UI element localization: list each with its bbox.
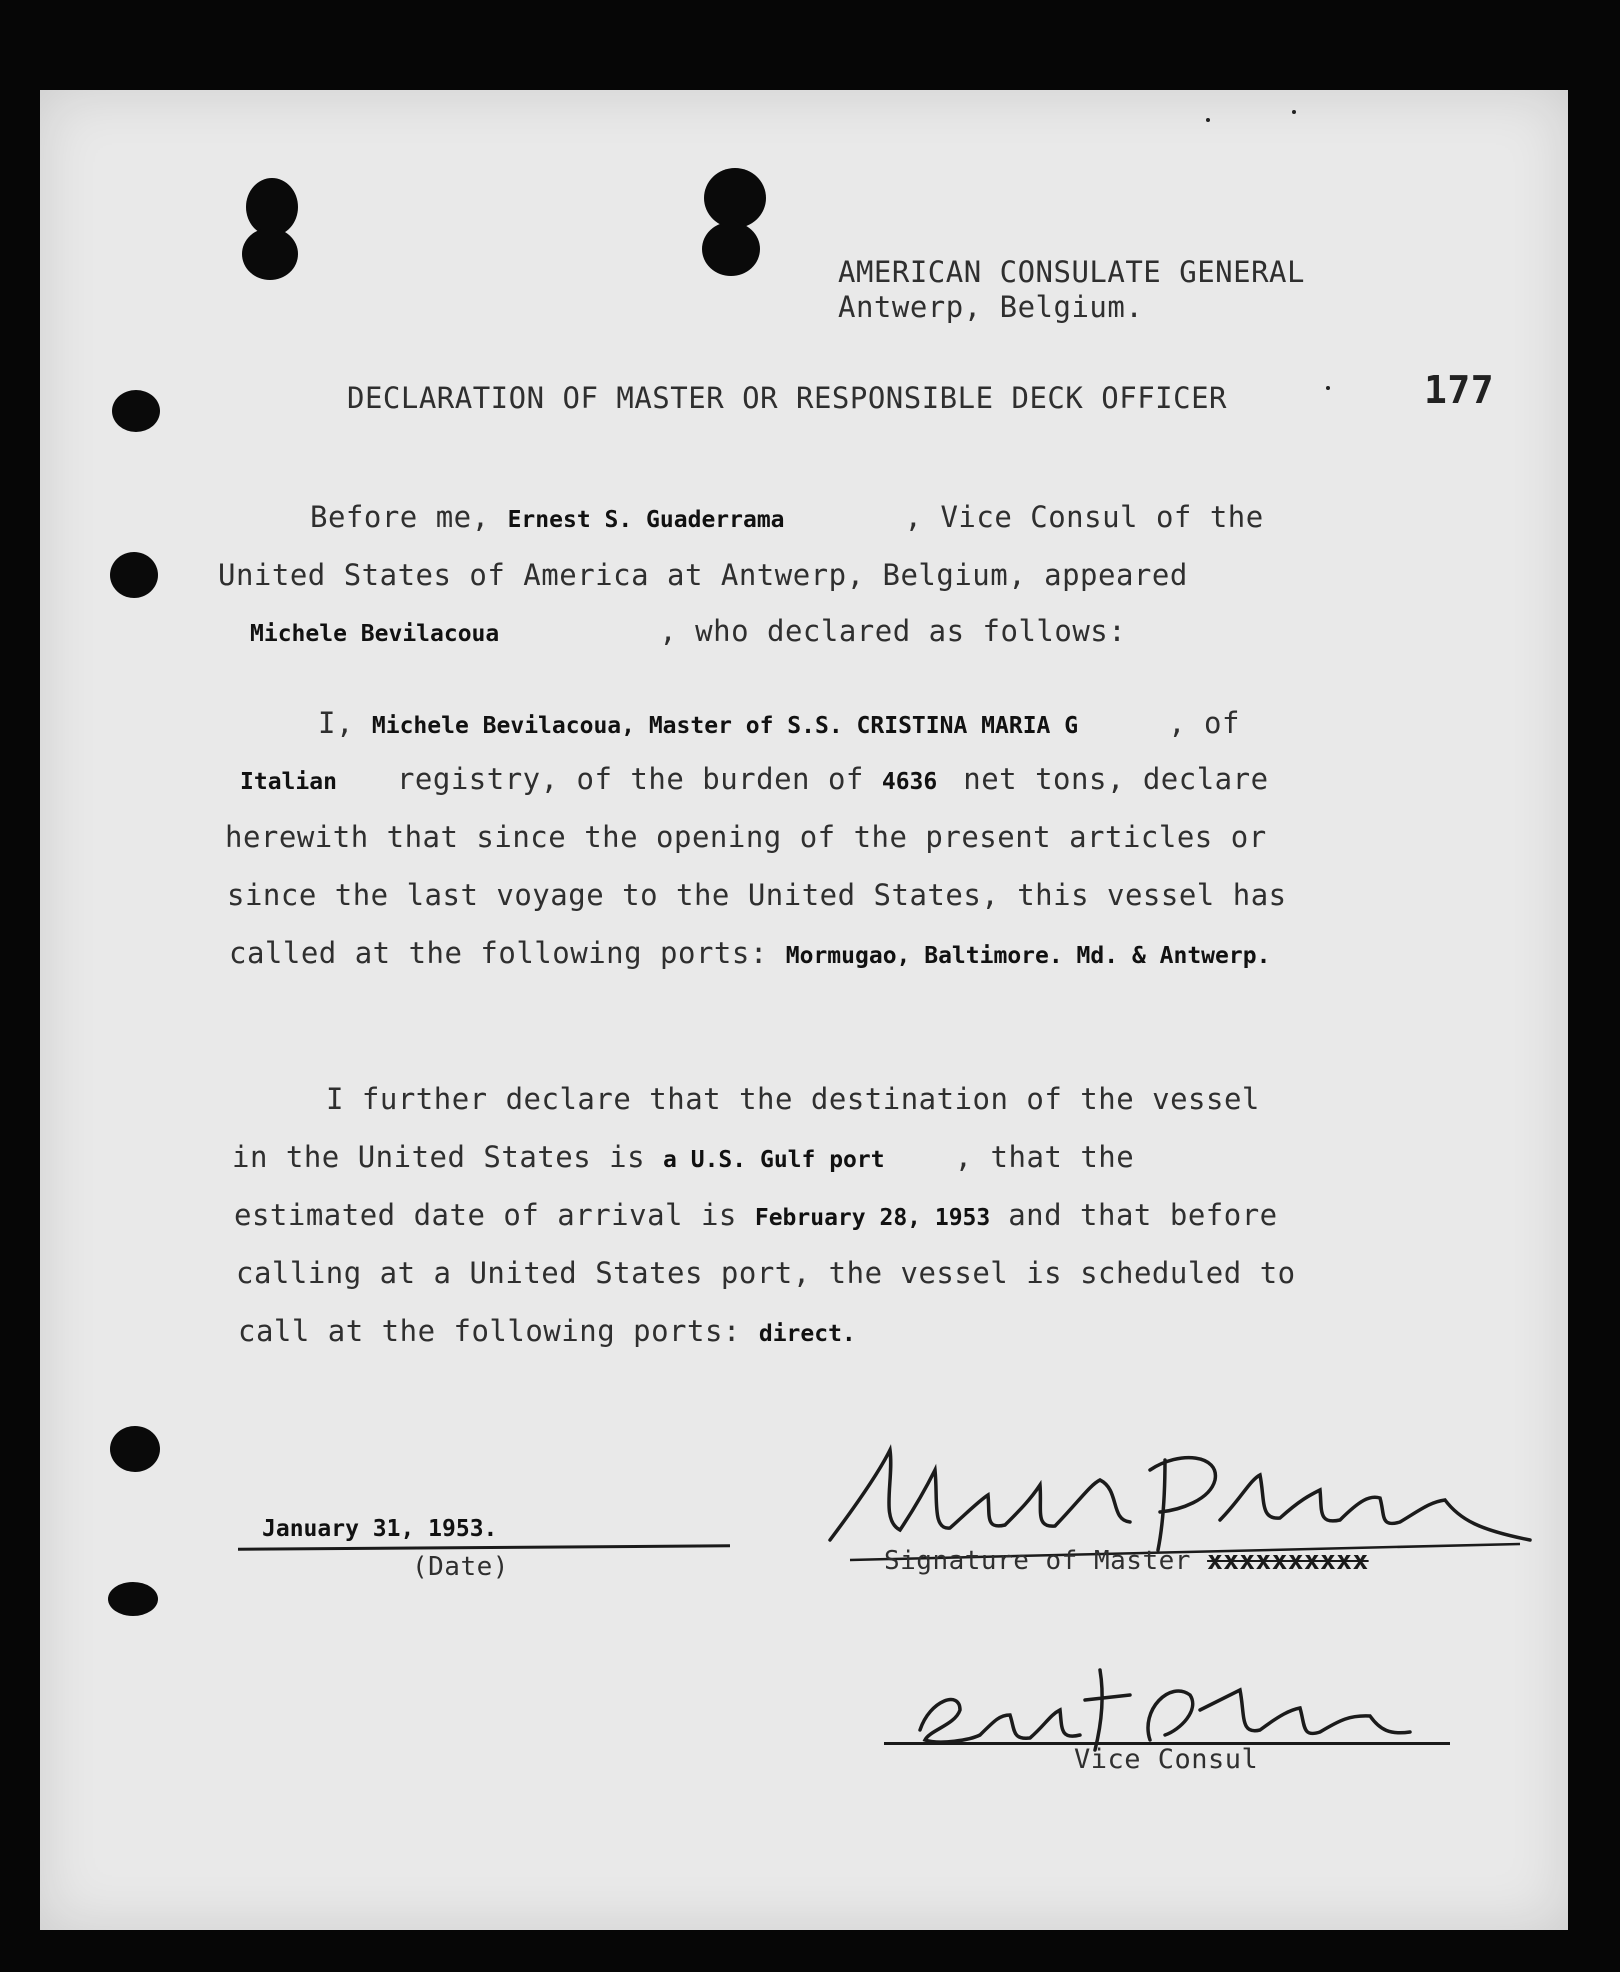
intro-line-1: Before me, Ernest S. Guaderrama , Vice Consul of the bbox=[310, 500, 1264, 534]
punch-hole-3 bbox=[110, 1426, 160, 1472]
master-clause: Michele Bevilacoua, Master of S.S. CRISTINA MARIA G bbox=[371, 713, 1079, 739]
declaration-date: January 31, 1953. bbox=[262, 1516, 498, 1542]
speck bbox=[1292, 110, 1296, 114]
para2-line-1: I further declare that the destination of the vessel bbox=[326, 1082, 1260, 1116]
speck bbox=[1326, 386, 1330, 390]
para1-line-4: since the last voyage to the United States, this vessel has bbox=[227, 878, 1287, 912]
para2-line-3: estimated date of arrival is February 28, 1953 and that before bbox=[234, 1198, 1278, 1232]
vice-consul-title: Vice Consul bbox=[1074, 1744, 1259, 1775]
page-number: 177 bbox=[1424, 368, 1495, 412]
destination: a U.S. Gulf port bbox=[663, 1147, 885, 1173]
signature-caption: Signature of Master xxxxxxxxxx bbox=[884, 1546, 1369, 1576]
date-caption: (Date) bbox=[412, 1552, 509, 1582]
para2-line-2: in the United States is a U.S. Gulf port , that the bbox=[232, 1140, 1135, 1174]
document-title: DECLARATION OF MASTER OR RESPONSIBLE DECK OFFICER bbox=[347, 381, 1228, 415]
para2-line-5: call at the following ports: direct. bbox=[238, 1314, 856, 1348]
next-ports: direct. bbox=[758, 1321, 856, 1347]
intro-line-2: United States of America at Antwerp, Belgium, appeared bbox=[218, 558, 1188, 592]
document-page bbox=[40, 90, 1568, 1930]
speck bbox=[1206, 118, 1210, 122]
ink-blot-left-lower bbox=[242, 228, 298, 280]
consul-name: Ernest S. Guaderrama bbox=[507, 507, 785, 533]
intro-line-3: Michele Bevilacoua , who declared as follows: bbox=[250, 614, 1127, 648]
consulate-location: Antwerp, Belgium. bbox=[838, 290, 1144, 324]
registry: Italian bbox=[240, 769, 337, 795]
master-name: Michele Bevilacoua bbox=[250, 621, 500, 647]
consulate-name: AMERICAN CONSULATE GENERAL bbox=[838, 255, 1305, 289]
para1-line-2: Italian registry, of the burden of 4636 net tons, declare bbox=[240, 762, 1269, 796]
ink-blot-right-lower bbox=[702, 222, 760, 276]
ports-called: Mormugao, Baltimore. Md. & Antwerp. bbox=[785, 943, 1271, 969]
punch-hole-1 bbox=[112, 390, 160, 432]
para1-line-3: herewith that since the opening of the present articles or bbox=[225, 820, 1267, 854]
struck-text: xxxxxxxxxx bbox=[1207, 1546, 1369, 1576]
punch-hole-4 bbox=[108, 1582, 158, 1616]
ink-blot-right bbox=[704, 168, 766, 228]
para1-line-1: I, Michele Bevilacoua, Master of S.S. CRISTINA MARIA G , of bbox=[318, 706, 1240, 740]
punch-hole-2 bbox=[110, 552, 158, 598]
arrival-date: February 28, 1953 bbox=[754, 1205, 991, 1231]
tonnage: 4636 bbox=[881, 769, 938, 795]
para2-line-4: calling at a United States port, the vessel is scheduled to bbox=[236, 1256, 1296, 1290]
para1-line-5: called at the following ports: Mormugao, Baltimore. Md. & Antwerp. bbox=[229, 936, 1271, 970]
